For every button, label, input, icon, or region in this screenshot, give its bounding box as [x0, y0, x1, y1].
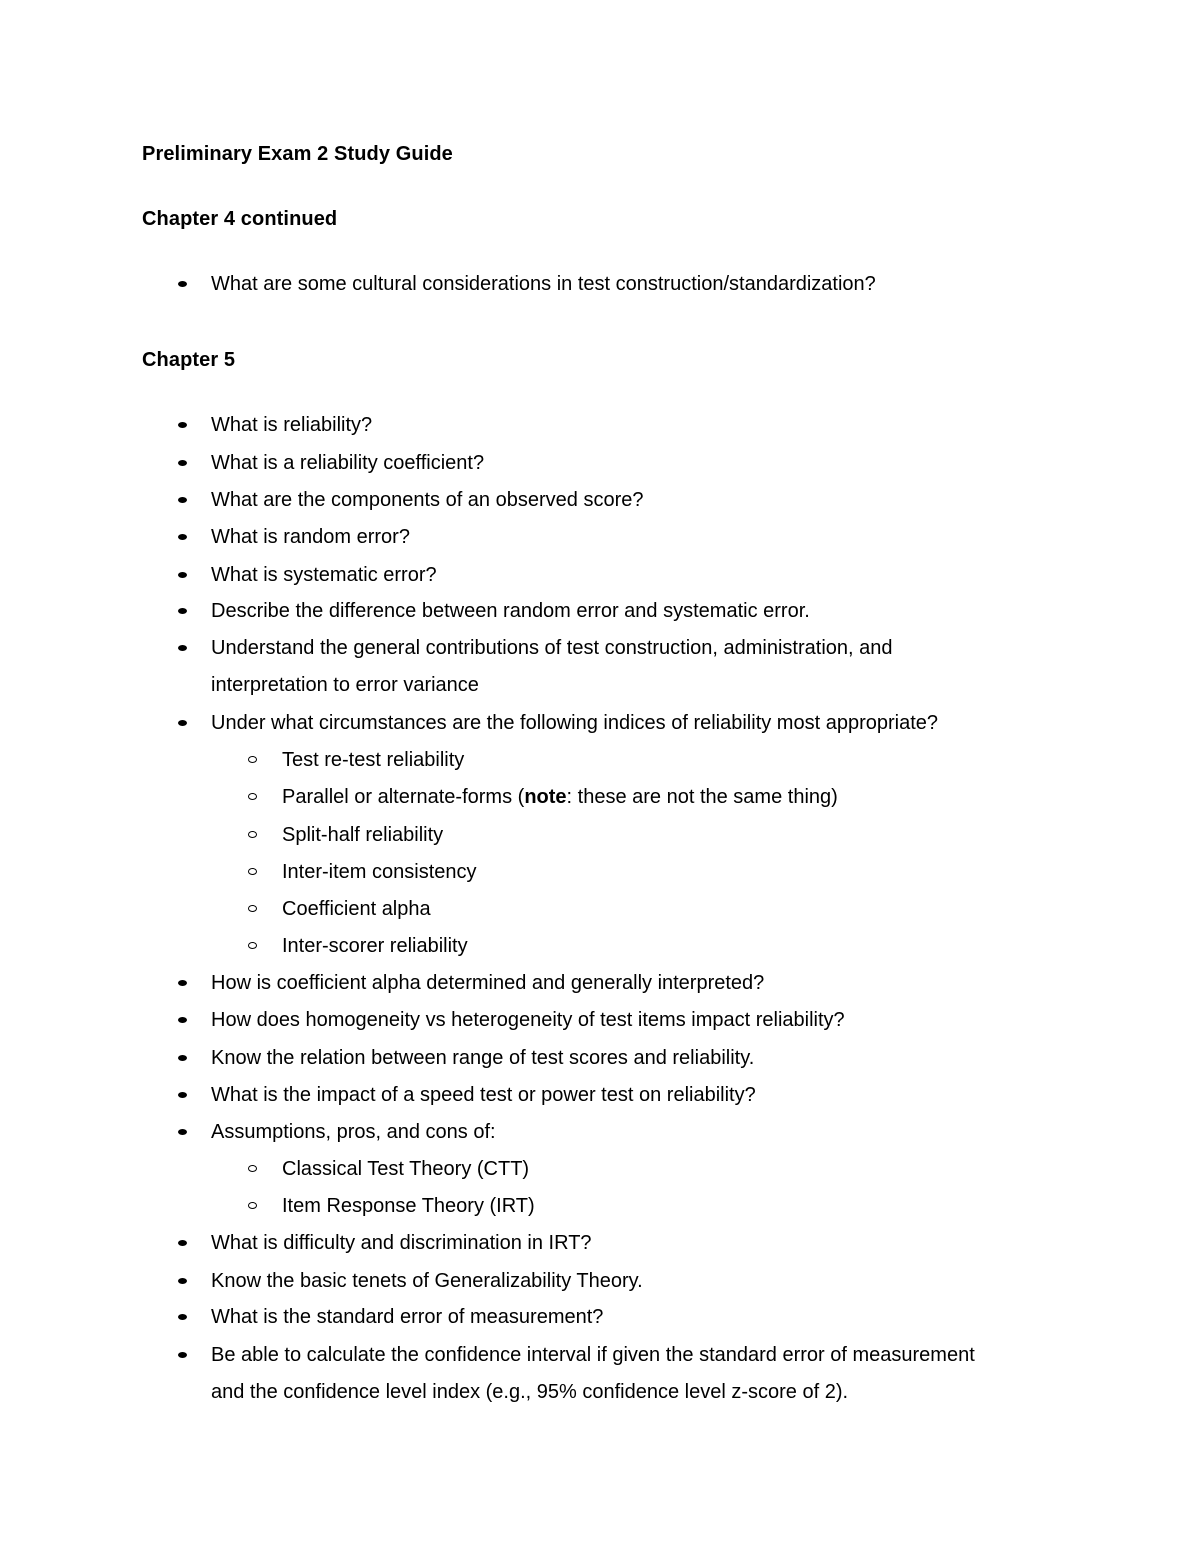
sub-list-item: Item Response Theory (IRT) [282, 1195, 535, 1217]
circle-bullet-icon [248, 831, 257, 838]
bullet-icon [178, 1314, 187, 1320]
list-item: What is the impact of a speed test or power test on reliability? [211, 1084, 756, 1106]
bullet-icon [178, 1278, 187, 1284]
bullet-icon [178, 1129, 187, 1135]
bullet-icon [178, 572, 187, 578]
circle-bullet-icon [248, 942, 257, 949]
list-item: Under what circumstances are the following indices of reliability most appropriate? [211, 712, 939, 734]
page-title: Preliminary Exam 2 Study Guide [142, 143, 453, 165]
circle-bullet-icon [248, 905, 257, 912]
bullet-icon [178, 1352, 187, 1358]
sub-list-item-parallel-prefix: Parallel or alternate-forms ( [282, 786, 525, 808]
bullet-icon [178, 980, 187, 986]
list-item-continuation: and the confidence level index (e.g., 95% confidence level z-score of 2). [211, 1381, 849, 1403]
chapter-5-heading: Chapter 5 [142, 349, 236, 371]
sub-list-item-parallel-suffix: : these are not the same thing) [566, 786, 838, 808]
list-item: What is reliability? [211, 414, 373, 436]
bullet-icon [178, 720, 187, 726]
circle-bullet-icon [248, 793, 257, 800]
list-item: How does homogeneity vs heterogeneity of test items impact reliability? [211, 1009, 845, 1031]
sub-list-item: Inter-scorer reliability [282, 935, 468, 957]
sub-list-item: Classical Test Theory (CTT) [282, 1158, 530, 1180]
sub-list-item: Coefficient alpha [282, 898, 431, 920]
list-item: Be able to calculate the confidence interval if given the standard error of measurement [211, 1344, 975, 1366]
list-item: Know the basic tenets of Generalizability Theory. [211, 1270, 643, 1292]
bullet-icon [178, 1240, 187, 1246]
bullet-icon [178, 460, 187, 466]
circle-bullet-icon [248, 1165, 257, 1172]
sub-list-item: Split-half reliability [282, 824, 444, 846]
bullet-icon [178, 1017, 187, 1023]
circle-bullet-icon [248, 756, 257, 763]
list-item: Know the relation between range of test scores and reliability. [211, 1047, 755, 1069]
bullet-icon [178, 608, 187, 614]
bullet-icon [178, 645, 187, 651]
sub-list-item: Test re-test reliability [282, 749, 465, 771]
list-item: What is difficulty and discrimination in IRT? [211, 1232, 592, 1254]
list-item: What are some cultural considerations in test construction/standardization? [211, 273, 876, 295]
circle-bullet-icon [248, 868, 257, 875]
note-emphasis: note [524, 786, 567, 808]
bullet-icon [178, 497, 187, 503]
sub-list-item: Inter-item consistency [282, 861, 477, 883]
list-item: What is a reliability coefficient? [211, 452, 485, 474]
circle-bullet-icon [248, 1202, 257, 1209]
list-item: What is systematic error? [211, 564, 437, 586]
bullet-icon [178, 422, 187, 428]
bullet-icon [178, 1055, 187, 1061]
list-item-continuation: interpretation to error variance [211, 674, 479, 696]
bullet-icon [178, 534, 187, 540]
sub-list-item-parallel [282, 785, 838, 809]
bullet-icon [178, 281, 187, 287]
list-item: How is coefficient alpha determined and generally interpreted? [211, 972, 765, 994]
bullet-icon [178, 1092, 187, 1098]
list-item: Assumptions, pros, and cons of: [211, 1121, 496, 1143]
list-item: Understand the general contributions of test construction, administration, and [211, 637, 893, 659]
list-item: What is the standard error of measurement? [211, 1306, 604, 1328]
chapter-4-heading: Chapter 4 continued [142, 208, 338, 230]
list-item: What are the components of an observed score? [211, 489, 644, 511]
list-item: Describe the difference between random error and systematic error. [211, 600, 810, 622]
list-item: What is random error? [211, 526, 410, 548]
